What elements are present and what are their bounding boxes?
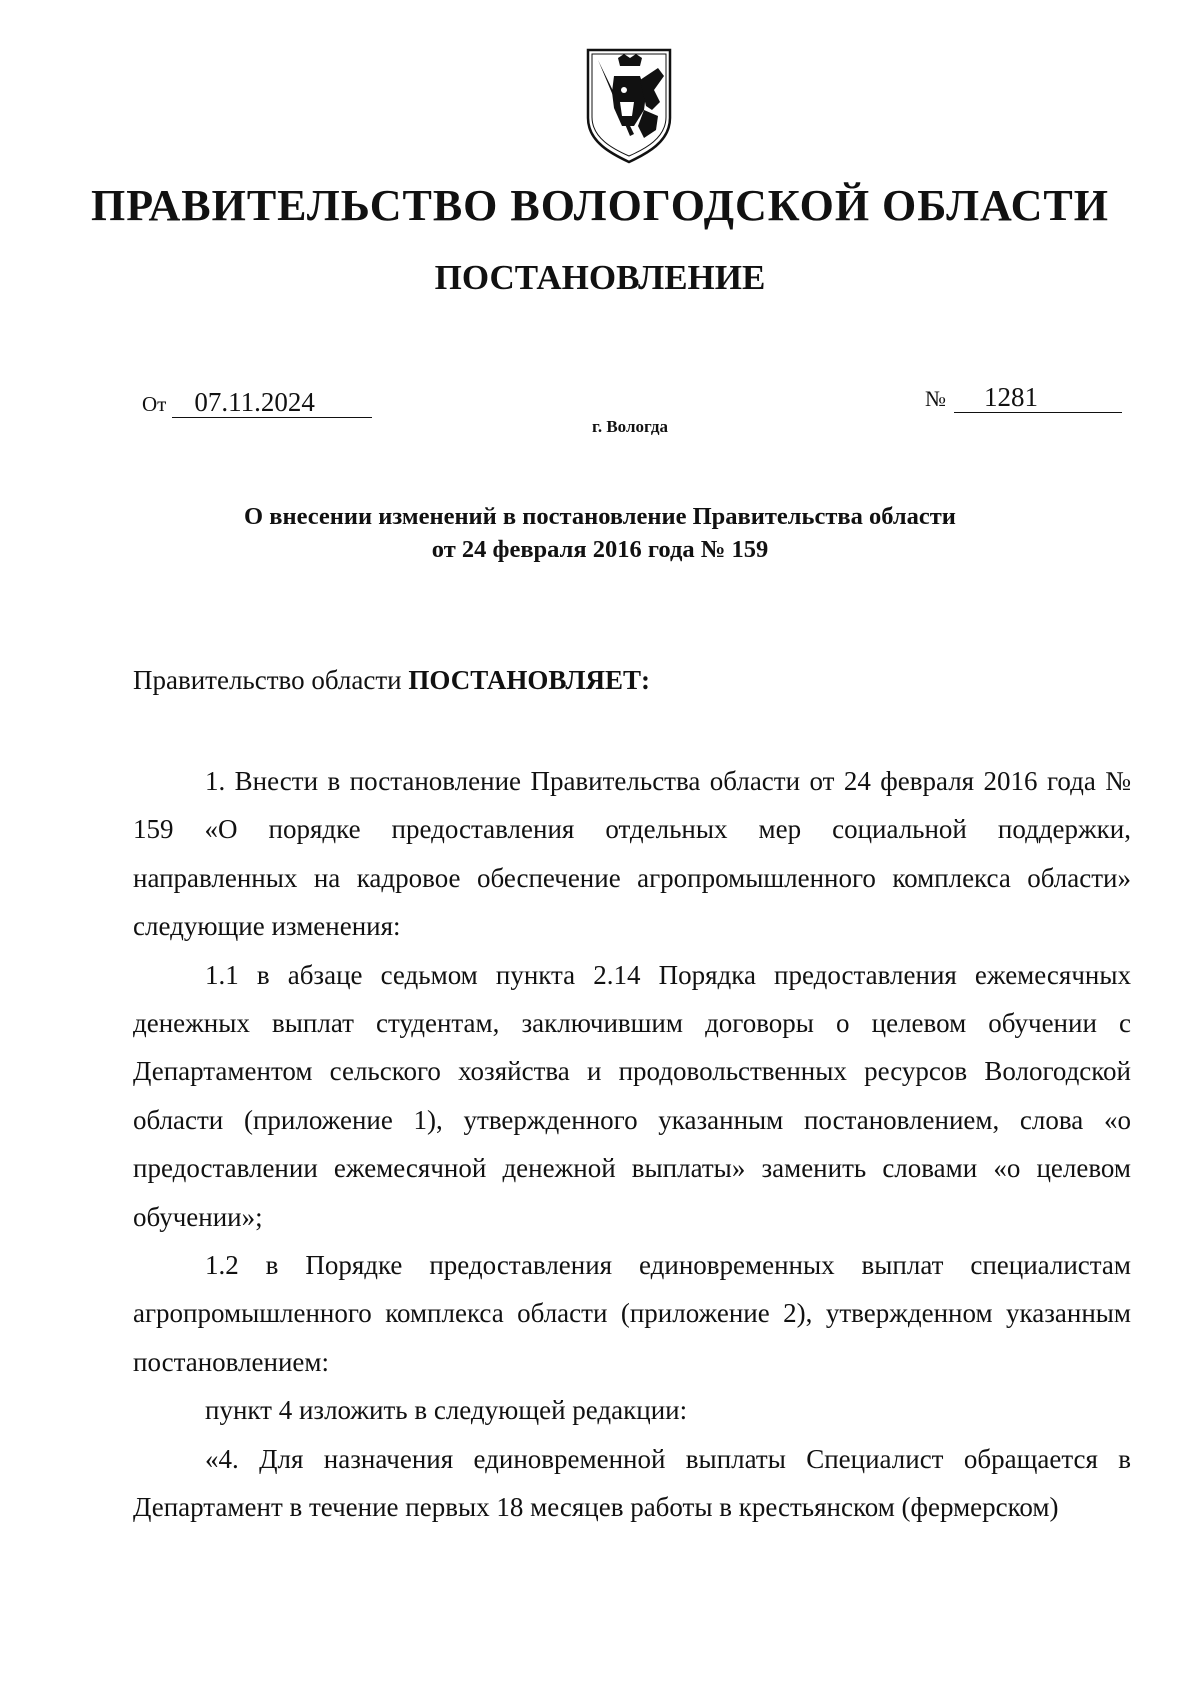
document-number: 1281: [954, 382, 1122, 413]
document-type: ПОСТАНОВЛЕНИЕ: [434, 258, 766, 297]
subject-line-2: от 24 февраля 2016 года № 159: [431, 536, 769, 563]
date-prefix: От: [142, 392, 167, 416]
city: г. Вологда: [592, 417, 668, 436]
paragraph-point-4-intro: пункт 4 изложить в следующей редакции:: [205, 1395, 688, 1426]
paragraph-point-4-text: «4. Для назначения единовременной выплаты Специалист обращается в Департамент в течение первых 18 месяцев работы в крестьянском (фермерском): [133, 1443, 1131, 1523]
resolves-keyword: ПОСТАНОВЛЯЕТ:: [408, 665, 650, 695]
paragraph-1-2: 1.2 в Порядке предоставления единовременных выплат специалистам агропромышленного комплекса области (приложение 2), утвержденном указанным постановлением:: [133, 1250, 1131, 1377]
government-title: ПРАВИТЕЛЬСТВО ВОЛОГОДСКОЙ ОБЛАСТИ: [91, 181, 1109, 230]
paragraph-1-1: 1.1 в абзаце седьмом пункта 2.14 Порядка предоставления ежемесячных денежных выплат студентам, заключившим договоры о целевом обучении с Департаментом сельского хозяйства и продовольственных ресурсов Вологодской области (приложение 1), утвержденного указанным постановлением, слова «о предоставлении ежемесячной денежной выплаты» заменить словами «о целевом обучении»;: [133, 959, 1131, 1232]
resolves-lead: Правительство области: [133, 665, 409, 695]
number-line: [925, 382, 1122, 413]
resolves-line: [133, 665, 650, 696]
document-subject: [0, 500, 1200, 566]
paragraph-1: 1. Внести в постановление Правительства области от 24 февраля 2016 года № 159 «О порядке предоставления отдельных мер социальной поддержки, направленных на кадровое обеспечение агропромышленного комплекса области» следующие изменения:: [133, 766, 1131, 942]
date-line: [142, 387, 372, 418]
number-prefix: №: [925, 386, 946, 411]
subject-line-1: О внесении изменений в постановление Правительства области: [244, 503, 956, 530]
document-body: [133, 757, 1131, 1532]
vologda-coat-of-arms-icon: [584, 46, 674, 164]
document-date: 07.11.2024: [172, 387, 372, 418]
